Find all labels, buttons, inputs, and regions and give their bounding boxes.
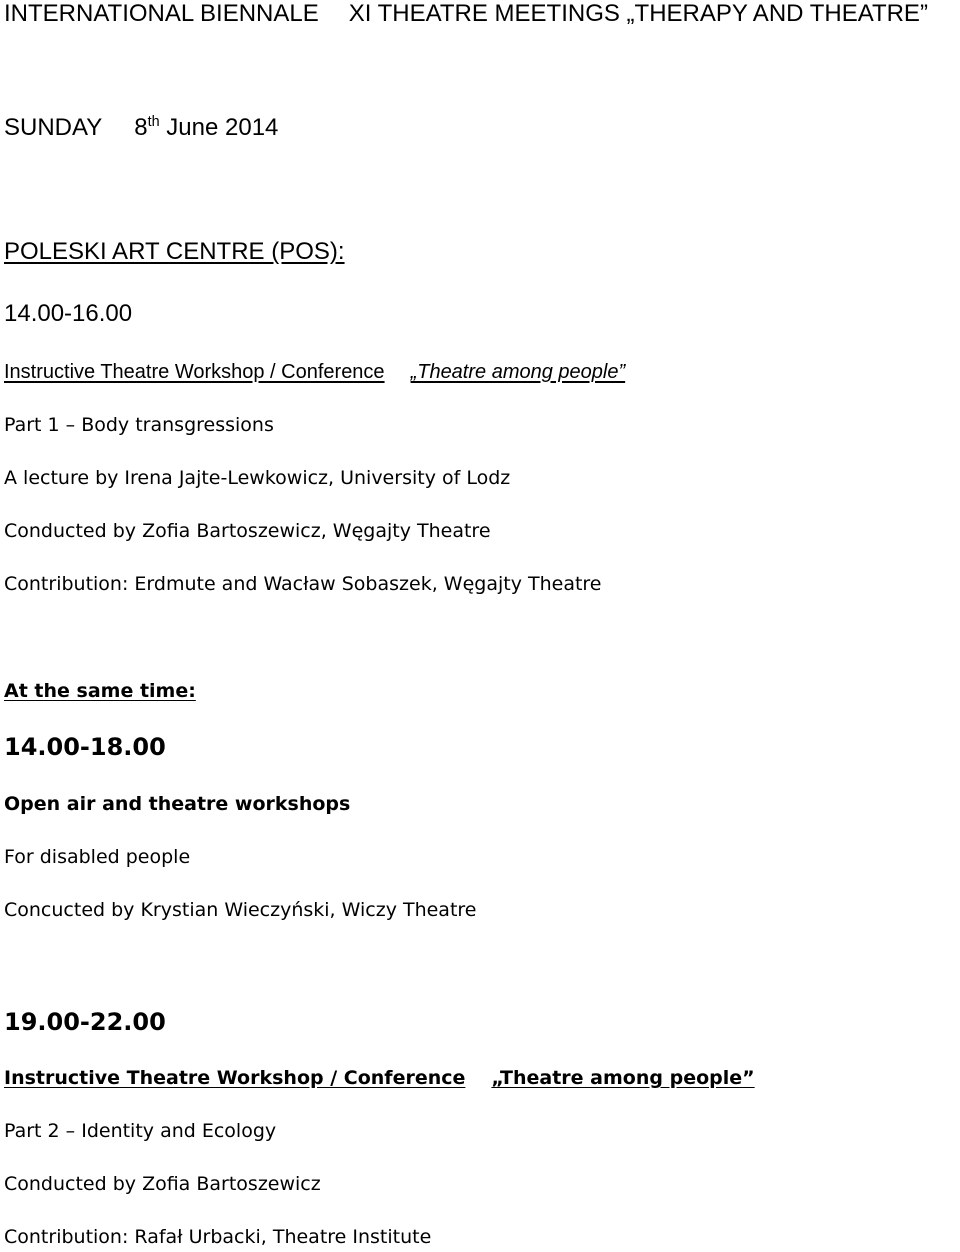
block3-title-line (4, 1069, 755, 1088)
block3-time: 19.00-22.00 (4, 1008, 166, 1036)
venue-heading: POLESKI ART CENTRE (POS): (4, 238, 345, 265)
header-left: INTERNATIONAL BIENNALE (4, 0, 319, 27)
block3-part: Part 2 – Identity and Ecology (4, 1120, 277, 1142)
date-month-year: June 2014 (166, 114, 279, 141)
event-date (4, 116, 278, 140)
block1-time: 14.00-16.00 (4, 300, 133, 327)
block1-contribution: Contribution: Erdmute and Wacław Sobaszek, Węgajty Theatre (4, 573, 602, 595)
date-day: SUNDAY (4, 114, 103, 141)
block3-conducted: Conducted by Zofia Bartoszewicz (4, 1173, 321, 1195)
block2-heading: At the same time: (4, 680, 196, 702)
block1-lecture: A lecture by Irena Jajte-Lewkowicz, University of Lodz (4, 467, 511, 489)
date-suffix: th (147, 114, 160, 130)
block1-part: Part 1 – Body transgressions (4, 414, 274, 436)
block3-title: Instructive Theatre Workshop / Conference (4, 1067, 466, 1089)
block2-title: Open air and theatre workshops (4, 793, 351, 815)
block1-conducted: Conducted by Zofia Bartoszewicz, Węgajty Theatre (4, 520, 491, 542)
block1-subtitle: „Theatre among people” (410, 361, 626, 383)
document-header (4, 2, 928, 26)
block2-time: 14.00-18.00 (4, 733, 166, 761)
block2-audience: For disabled people (4, 846, 191, 868)
block3-subtitle: „Theatre among people” (491, 1067, 755, 1089)
block3-contribution: Contribution: Rafał Urbacki, Theatre Institute (4, 1226, 432, 1248)
block1-title: Instructive Theatre Workshop / Conference (4, 361, 385, 383)
header-right: XI THEATRE MEETINGS „THERAPY AND THEATRE” (348, 0, 928, 27)
block2-conducted: Concucted by Krystian Wieczyński, Wiczy Theatre (4, 899, 477, 921)
date-daynum: 8 (134, 114, 148, 141)
block1-title-line (4, 362, 625, 382)
